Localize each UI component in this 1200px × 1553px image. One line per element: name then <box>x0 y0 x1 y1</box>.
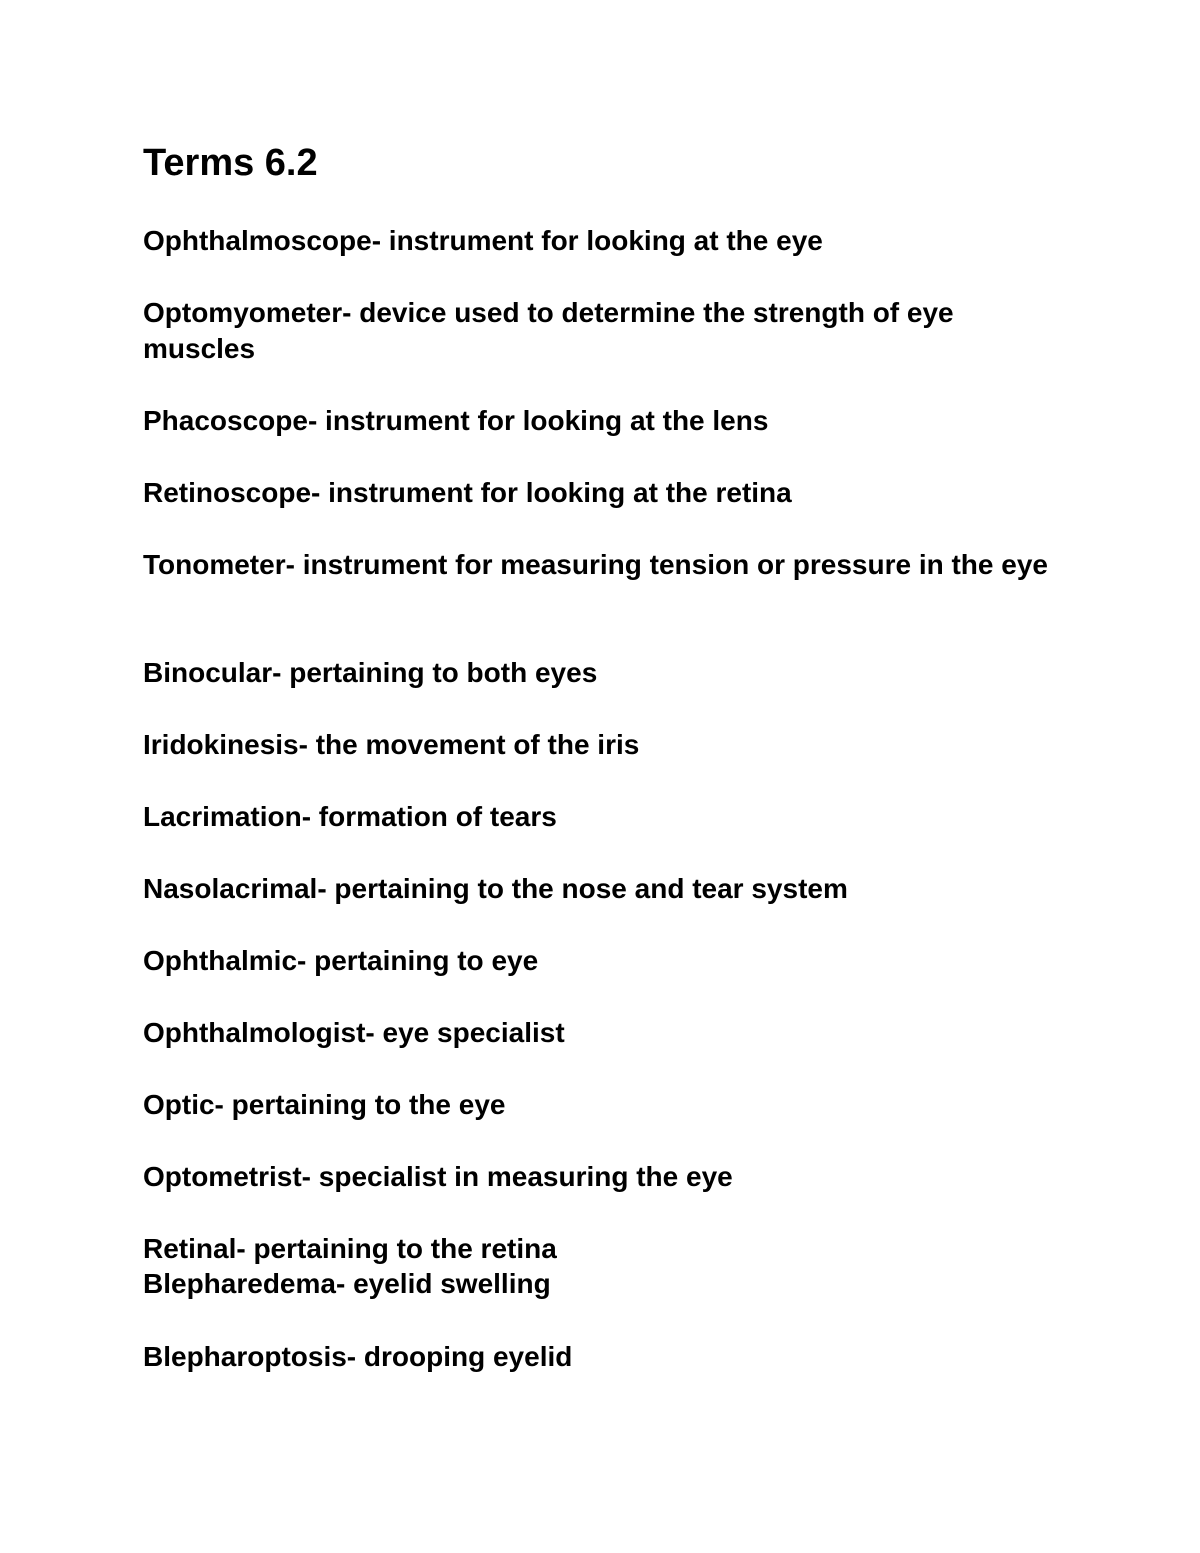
term-entry-retinal: Retinal- pertaining to the retina <box>143 1233 557 1264</box>
term-entry-ophthalmologist: Ophthalmologist- eye specialist <box>143 1017 565 1048</box>
term-entry-phacoscope: Phacoscope- instrument for looking at the lens <box>143 405 769 436</box>
term-entry-ophthalmic: Ophthalmic- pertaining to eye <box>143 945 539 976</box>
term-entry-optomyometer: Optomyometer- device used to determine the strength of eye muscles <box>143 297 954 364</box>
term-entry-optometrist: Optometrist- specialist in measuring the eye <box>143 1161 733 1192</box>
term-entry-tonometer: Tonometer- instrument for measuring tension or pressure in the eye <box>143 549 1048 580</box>
term-entry-binocular: Binocular- pertaining to both eyes <box>143 657 598 688</box>
term-entry-optic: Optic- pertaining to the eye <box>143 1089 506 1120</box>
term-entry-blepharedema: Blepharedema- eyelid swelling <box>143 1268 551 1299</box>
document-title: Terms 6.2 <box>143 142 318 184</box>
term-entry-ophthalmoscope: Ophthalmoscope- instrument for looking at the eye <box>143 225 823 256</box>
term-entry-retinoscope: Retinoscope- instrument for looking at the retina <box>143 477 792 508</box>
term-entry-iridokinesis: Iridokinesis- the movement of the iris <box>143 729 640 760</box>
term-entry-lacrimation: Lacrimation- formation of tears <box>143 801 557 832</box>
term-entry-nasolacrimal: Nasolacrimal- pertaining to the nose and tear system <box>143 873 848 904</box>
term-entry-blepharoptosis: Blepharoptosis- drooping eyelid <box>143 1341 573 1372</box>
